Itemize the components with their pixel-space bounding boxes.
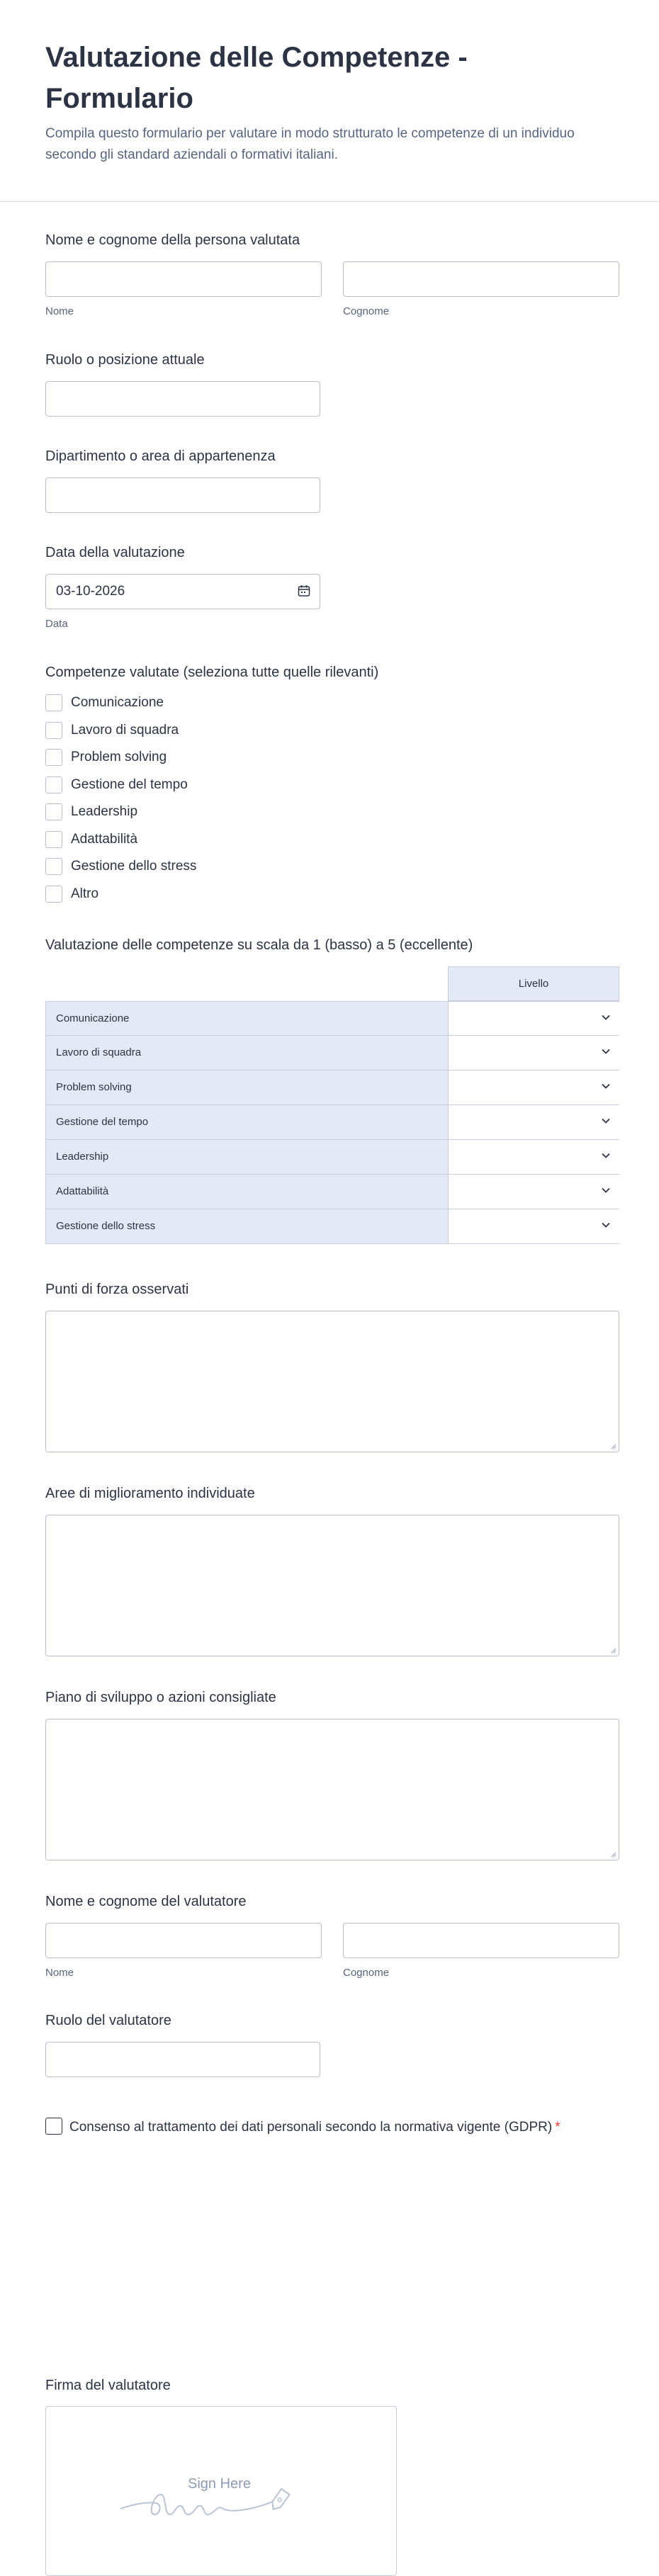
date-value: 03-10-2026	[56, 584, 125, 599]
signature-placeholder: Sign Here	[188, 2476, 251, 2492]
consent-label: Consenso al trattamento dei dati personali secondo la normativa vigente (GDPR)	[69, 2120, 553, 2135]
signature-label: Firma del valutatore	[45, 2378, 171, 2393]
checkbox[interactable]	[45, 858, 62, 875]
strengths-field	[45, 1279, 619, 1452]
date-input[interactable]	[45, 574, 320, 609]
first-name-group	[45, 261, 322, 317]
chevron-down-icon	[602, 1049, 610, 1054]
chevron-down-icon	[602, 1083, 610, 1089]
skill-option[interactable]	[45, 826, 619, 854]
skill-option-label: Gestione del tempo	[71, 776, 188, 792]
role-input[interactable]	[45, 381, 320, 417]
checkbox[interactable]	[45, 803, 62, 820]
chevron-down-icon	[602, 1187, 610, 1193]
skill-option-label: Leadership	[71, 804, 138, 820]
pen-icon	[269, 2489, 290, 2512]
improvements-field	[45, 1484, 619, 1656]
improvements-label: Aree di miglioramento individuate	[45, 1486, 255, 1501]
matrix-row-label: Leadership	[46, 1140, 449, 1174]
department-field	[45, 446, 619, 513]
matrix-row	[45, 1070, 619, 1105]
plan-textarea[interactable]	[45, 1719, 619, 1860]
matrix-row	[45, 1001, 619, 1036]
first-name-input[interactable]	[45, 261, 322, 297]
skill-option-label: Adattabilità	[71, 831, 138, 847]
form-title: Valutazione delle Competenze - Formulario	[45, 42, 468, 114]
evaluator-first-name-input[interactable]	[45, 1923, 322, 1958]
level-select[interactable]	[449, 1175, 620, 1209]
checkbox[interactable]	[45, 831, 62, 848]
evaluator-role-field	[45, 2011, 619, 2077]
matrix-row-label: Gestione dello stress	[46, 1209, 449, 1243]
skill-option[interactable]	[45, 798, 619, 826]
matrix-column-header: Livello	[448, 966, 619, 1001]
resize-grip-icon[interactable]	[609, 1646, 616, 1654]
calendar-icon[interactable]	[297, 584, 311, 598]
skill-option[interactable]	[45, 881, 619, 908]
level-select[interactable]	[449, 1105, 620, 1139]
checkbox[interactable]	[45, 694, 62, 711]
matrix-row	[45, 1105, 619, 1140]
last-name-group	[343, 261, 619, 317]
evaluator-role-input[interactable]	[45, 2042, 320, 2077]
person-name-field	[45, 230, 619, 250]
level-select[interactable]	[449, 1036, 620, 1070]
role-field	[45, 350, 619, 417]
chevron-down-icon	[602, 1118, 610, 1124]
skill-option-label: Gestione dello stress	[71, 859, 197, 874]
level-select[interactable]	[449, 1070, 620, 1105]
matrix-row	[45, 1209, 619, 1244]
form-header	[0, 0, 659, 202]
chevron-down-icon	[602, 1222, 610, 1228]
consent-checkbox[interactable]	[45, 2118, 62, 2135]
skill-option-label: Lavoro di squadra	[71, 722, 179, 738]
date-sublabel: Data	[45, 618, 68, 630]
date-field	[45, 543, 619, 630]
matrix-row	[45, 1175, 619, 1209]
last-name-sublabel: Cognome	[343, 305, 390, 317]
consent-field[interactable]	[45, 2118, 584, 2137]
skill-option[interactable]	[45, 717, 619, 745]
matrix-row-label: Comunicazione	[46, 1002, 449, 1035]
skills-options	[45, 689, 619, 908]
skill-option-label: Problem solving	[71, 750, 167, 765]
skills-label: Competenze valutate (seleziona tutte quelle rilevanti)	[45, 665, 379, 680]
level-select[interactable]	[449, 1209, 620, 1243]
chevron-down-icon	[602, 1015, 610, 1020]
matrix-row	[45, 1036, 619, 1070]
resize-grip-icon[interactable]	[609, 1851, 616, 1858]
signature-field	[45, 2376, 619, 2395]
evaluator-name-field	[45, 1892, 619, 1911]
rating-label: Valutazione delle competenze su scala da 1 (basso) a 5 (eccellente)	[45, 937, 473, 953]
skill-option-label: Comunicazione	[71, 695, 164, 711]
signature-pad[interactable]	[45, 2406, 397, 2576]
department-label: Dipartimento o area di appartenenza	[45, 448, 276, 464]
skill-option[interactable]	[45, 853, 619, 881]
skills-field	[45, 662, 619, 908]
form-description: Compila questo formulario per valutare in modo strutturato le competenze di un individuo secondo gli standard aziendali o formativi italiani.	[45, 126, 575, 162]
department-input[interactable]	[45, 478, 320, 513]
matrix-row-label: Lavoro di squadra	[46, 1036, 449, 1070]
required-asterisk: *	[555, 2120, 561, 2135]
rating-matrix	[45, 966, 619, 1250]
level-select[interactable]	[449, 1002, 620, 1035]
date-label: Data della valutazione	[45, 545, 185, 560]
evaluator-name-label: Nome e cognome del valutatore	[45, 1894, 247, 1909]
first-name-sublabel: Nome	[45, 305, 74, 317]
matrix-row-label: Problem solving	[46, 1070, 449, 1105]
checkbox[interactable]	[45, 886, 62, 903]
checkbox[interactable]	[45, 749, 62, 766]
skill-option[interactable]	[45, 744, 619, 772]
skill-option-label: Altro	[71, 886, 99, 901]
last-name-input[interactable]	[343, 261, 619, 297]
matrix-row-label: Gestione del tempo	[46, 1105, 449, 1139]
evaluator-first-name-sublabel: Nome	[45, 1967, 74, 1979]
chevron-down-icon	[602, 1153, 610, 1158]
evaluator-role-label: Ruolo del valutatore	[45, 2013, 171, 2028]
checkbox[interactable]	[45, 722, 62, 739]
strengths-label: Punti di forza osservati	[45, 1282, 189, 1297]
skill-option[interactable]	[45, 689, 619, 717]
evaluator-last-name-input[interactable]	[343, 1923, 619, 1958]
strengths-textarea[interactable]	[45, 1311, 619, 1452]
person-name-label: Nome e cognome della persona valutata	[45, 232, 300, 248]
plan-label: Piano di sviluppo o azioni consigliate	[45, 1690, 276, 1705]
resize-grip-icon[interactable]	[609, 1442, 616, 1450]
checkbox[interactable]	[45, 776, 62, 793]
matrix-row-label: Adattabilità	[46, 1175, 449, 1209]
evaluator-last-name-group	[343, 1923, 619, 1979]
plan-field	[45, 1688, 619, 1860]
matrix-row	[45, 1140, 619, 1175]
role-label: Ruolo o posizione attuale	[45, 352, 205, 368]
level-select[interactable]	[449, 1140, 620, 1174]
rating-field	[45, 935, 619, 955]
skill-option[interactable]	[45, 772, 619, 799]
evaluator-first-name-group	[45, 1923, 322, 1979]
improvements-textarea[interactable]	[45, 1515, 619, 1656]
evaluator-last-name-sublabel: Cognome	[343, 1967, 390, 1979]
